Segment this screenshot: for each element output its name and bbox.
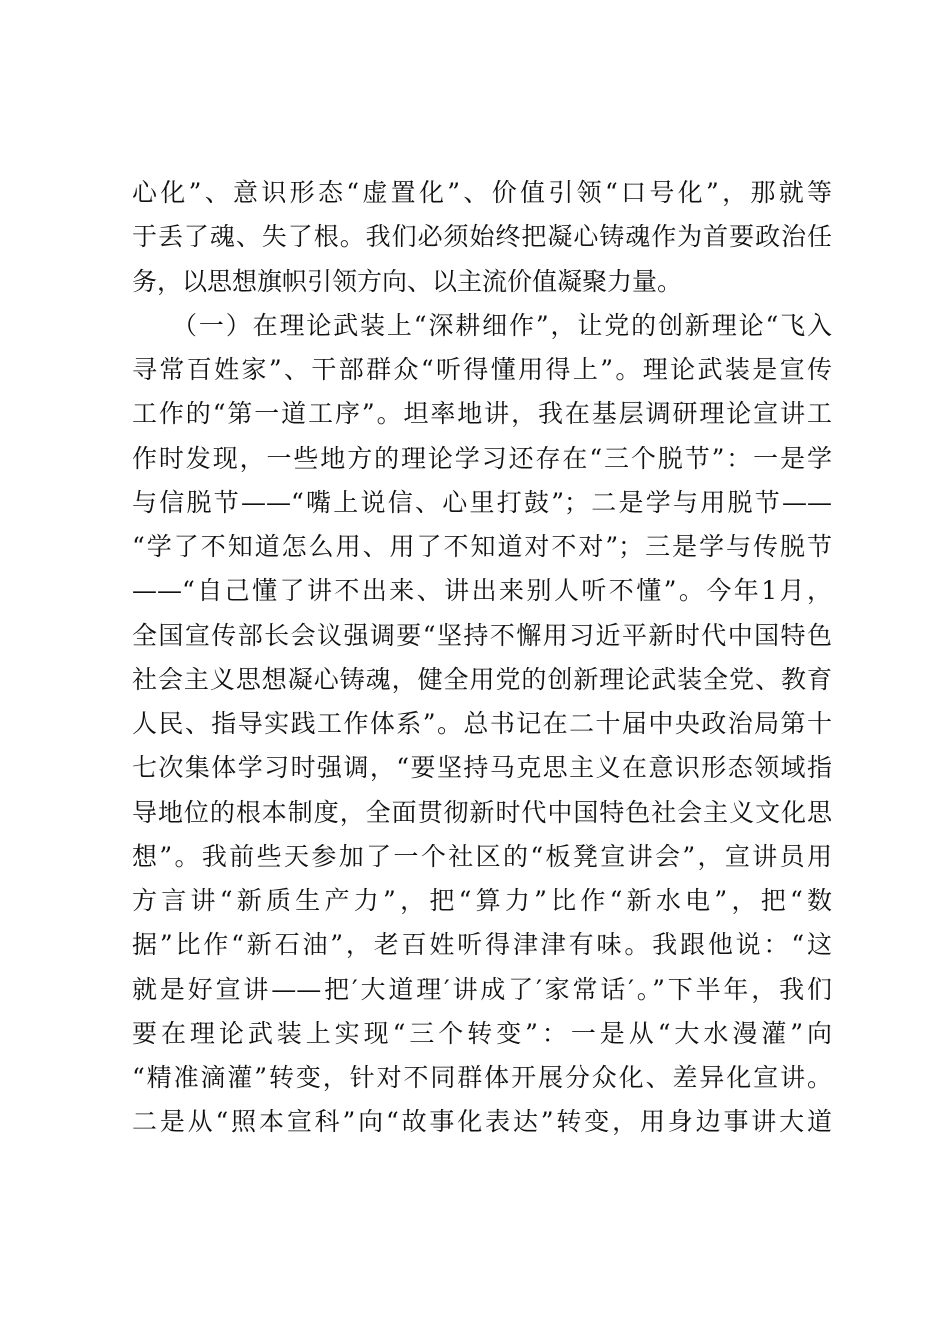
text-line: 工作的“第一道工序”。坦率地讲，我在基层调研理论宣讲工: [132, 399, 832, 429]
text-line: 导地位的根本制度，全面贯彻新时代中国特色社会主义文化思: [132, 797, 832, 827]
text-line: 想”。我前些天参加了一个社区的“板凳宣讲会”，宣讲员用: [132, 841, 832, 871]
text-line: 心化”、意识形态“虚置化”、价值引领“口号化”，那就等: [132, 178, 832, 207]
text-line: 二是从“照本宣科”向“故事化表达”转变，用身边事讲大道: [132, 1107, 832, 1137]
text-line: 据”比作“新石油”，老百姓听得津津有味。我跟他说：“这: [132, 930, 832, 960]
text-line: 寻常百姓家”、干部群众“听得懂用得上”。理论武装是宣传: [132, 355, 832, 384]
body-text: [132, 171, 832, 1145]
text-line: 就是好宣讲——把′大道理′讲成了′家常话′。”下半年，我们: [132, 974, 832, 1004]
text-line: 方言讲“新质生产力”，把“算力”比作“新水电”，把“数: [132, 886, 832, 915]
text-line: 作时发现，一些地方的理论学习还存在“三个脱节”：一是学: [132, 443, 832, 473]
text-line: 务，以思想旗帜引领方向、以主流价值凝聚力量。: [132, 266, 683, 296]
text-line: ——“自己懂了讲不出来、讲出来别人听不懂”。今年1月，: [132, 576, 832, 606]
text-line: 于丢了魂、失了根。我们必须始终把凝心铸魂作为首要政治任: [132, 222, 832, 252]
text-line: 人民、指导实践工作体系”。总书记在二十届中央政治局第十: [132, 709, 832, 738]
text-line: “学了不知道怎么用、用了不知道对不对”；三是学与传脱节: [132, 532, 832, 561]
text-line: 与信脱节——“嘴上说信、心里打鼓”；二是学与用脱节——: [132, 487, 832, 517]
text-line: 要在理论武装上实现“三个转变”：一是从“大水漫灌”向: [132, 1018, 832, 1048]
section-heading-line: （一）在理论武装上“深耕细作”，让党的创新理论“飞入: [172, 310, 832, 340]
text-line: “精准滴灌”转变，针对不同群体开展分众化、差异化宣讲。: [132, 1063, 832, 1092]
text-line: 全国宣传部长会议强调要“坚持不懈用习近平新时代中国特色: [132, 620, 832, 650]
text-line: 七次集体学习时强调，“要坚持马克思主义在意识形态领域指: [132, 753, 832, 783]
text-line: 社会主义思想凝心铸魂，健全用党的创新理论武装全党、教育: [132, 664, 832, 694]
